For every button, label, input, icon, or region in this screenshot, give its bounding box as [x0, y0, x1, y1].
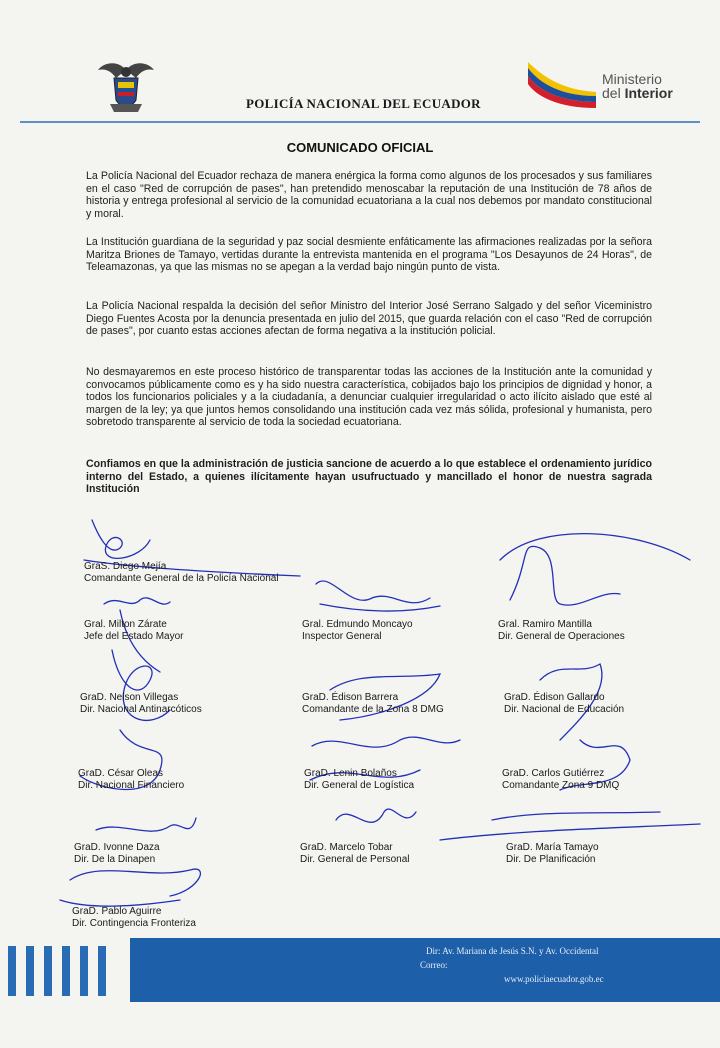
footer-website: www.policiaecuador.gob.ec	[504, 974, 604, 984]
header-divider	[20, 121, 700, 123]
signatory-name: GraD. Édison Gallardo	[504, 692, 605, 703]
signatory-role: Comandante de la Zona 8 DMG	[302, 704, 444, 715]
paragraph-5: Confiamos en que la administración de justicia sancione de acuerdo a lo que establece el ordenamiento jurídico interno del Estado, a quienes ilícitamente hayan usufructuado y mancillado el honor de nuestra sagrada Institución	[86, 458, 652, 496]
institution-title: POLICÍA NACIONAL DEL ECUADOR	[246, 96, 481, 111]
ministry-logo	[524, 58, 694, 114]
signatory-villegas	[80, 692, 202, 716]
ministry-line2-bold: Interior	[624, 85, 673, 101]
signatory-name: GraD. Pablo Aguirre	[72, 906, 162, 917]
signature-tobar	[336, 809, 416, 822]
signatory-role: Dir. Nacional Financiero	[78, 780, 185, 791]
signatory-gutierrez	[502, 768, 619, 792]
signatory-name: GraD. Carlos Gutiérrez	[502, 768, 605, 779]
signatory-name: Gral. Milton Zárate	[84, 619, 167, 630]
signature-aguirre	[60, 869, 200, 906]
signatory-role: Comandante General de la Policía Nacional	[84, 573, 279, 584]
signatory-name: GraD. Édison Barrera	[302, 692, 399, 703]
signatory-role: Inspector General	[302, 631, 382, 642]
paragraph-3: La Policía Nacional respalda la decisión del señor Ministro del Interior José Serrano Salgado y del señor Viceministro Diego Fuentes Acosta por la denuncia presentada en julio del 2015, que guarda relación con el caso "Red de corrupción de pases", por cuanto estas acciones afectan de forma negativa a la institución policial.	[86, 300, 652, 338]
signatory-zarate	[84, 619, 184, 643]
signatory-name: GraD. María Tamayo	[506, 842, 599, 853]
document-title: COMUNICADO OFICIAL	[286, 140, 434, 155]
signatory-name: GraD. Ivonne Daza	[74, 842, 160, 853]
signatory-role: Dir. Nacional de Educación	[504, 704, 625, 715]
eagle-crest-icon	[96, 56, 156, 114]
signatory-oleas	[78, 768, 184, 792]
signatory-name: GraD. Marcelo Tobar	[300, 842, 393, 853]
signatory-name: GraD. Nelson Villegas	[80, 692, 179, 703]
signatory-name: GraD. Lenin Bolaños	[304, 768, 397, 779]
ministry-line1: Ministerio	[602, 71, 662, 87]
signatory-daza	[74, 842, 160, 866]
signatory-tamayo	[506, 842, 599, 866]
signatory-role: Jefe del Estado Mayor	[84, 631, 184, 642]
signatory-role: Comandante Zona 9 DMQ	[502, 780, 620, 791]
flag-ribbon-icon	[524, 58, 600, 114]
signatory-name: Gral. Ramiro Mantilla	[498, 619, 592, 630]
paragraph-2: La Institución guardiana de la seguridad y paz social desmiente enfáticamente las afirmaciones realizadas por la señora Maritza Briones de Tamayo, vertidas durante la entrevista mantenida en el programa "Los Desayunos de 24 Horas", de Teleamazonas, ya que las mismas no se apegan a la verdad bajo ningún punto de vista.	[86, 236, 652, 274]
signatory-aguirre	[72, 906, 196, 930]
footer-address: Dir: Av. Mariana de Jesús S.N. y Av. Occidental	[426, 946, 599, 956]
signatory-moncayo	[302, 619, 413, 643]
signatory-name: GraS. Diego Mejía	[84, 561, 167, 572]
ministry-line2-prefix: del	[602, 85, 625, 101]
signatory-role: Dir. General de Logística	[304, 780, 415, 791]
paragraph-1: La Policía Nacional del Ecuador rechaza de manera enérgica la forma como algunos de los procesados y sus familiares en el caso "Red de corrupción de pases", han pretendido menoscabar la reputación de una Institución de 78 años de historia y entrega profesional al servicio de la comunidad ecuatoriana a la cual nos debemos por mandato constitucional y moral.	[86, 170, 652, 220]
signatory-role: Dir. Nacional Antinarcóticos	[80, 704, 202, 715]
signature-mantilla	[500, 534, 690, 606]
signatory-role: Dir. De Planificación	[506, 854, 596, 865]
signatory-role: Dir. De la Dinapen	[74, 854, 156, 865]
paragraph-4: No desmayaremos en este proceso histórico de transparentar todas las acciones de la Institución ante la comunidad y convocamos públicamente como es y ha sido nuestra característica, cobijados bajo los principios de dignidad y honor, a todos los funcionarios policiales y a la ciudadanía, a denunciar cualquier irregularidad o acto ilícito aislado que esté al margen de la ley; ya que juntos hemos consolidando una institución cada vez más sólida, profesional y humanista, pero sobretodo transparente al servicio de toda la sociedad ecuatoriana.	[86, 366, 652, 429]
signatory-role: Dir. General de Personal	[300, 854, 410, 865]
signatory-tobar	[300, 842, 410, 866]
footer-stripes	[0, 946, 120, 996]
signature-daza	[96, 818, 196, 831]
signatory-barrera	[302, 692, 444, 716]
signatory-role: Dir. Contingencia Fronteriza	[72, 918, 196, 929]
signature-tamayo	[440, 812, 700, 840]
signatory-mantilla	[498, 619, 625, 643]
signatory-mejia	[84, 561, 279, 585]
footer-band	[130, 938, 720, 1002]
signatory-role: Dir. General de Operaciones	[498, 631, 625, 642]
signature-moncayo	[316, 581, 440, 611]
signatory-gallardo	[504, 692, 624, 716]
signatory-bolanos	[304, 768, 414, 792]
signatory-name: Gral. Edmundo Moncayo	[302, 619, 413, 630]
signatory-name: GraD. César Oleas	[78, 768, 164, 779]
footer-mail-label: Correo:	[420, 960, 448, 970]
